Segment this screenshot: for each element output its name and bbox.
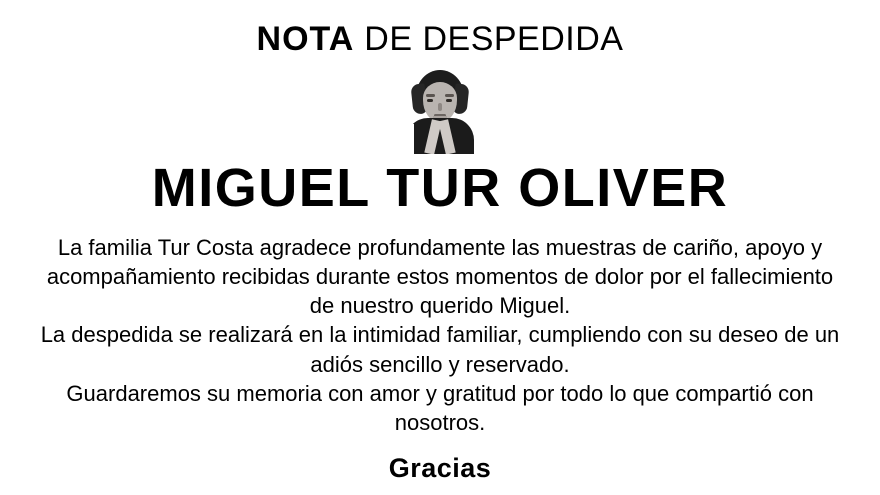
notice-paragraph: La despedida se realizará en la intimidad familiar, cumpliendo con su deseo de un adiós sencillo y reservado. bbox=[40, 322, 840, 377]
portrait-eye-left bbox=[427, 99, 433, 102]
notice-header bbox=[257, 22, 624, 56]
closing-text: Gracias bbox=[388, 453, 492, 484]
deceased-name: MIGUEL TUR OLIVER bbox=[151, 158, 729, 218]
portrait-crop-right bbox=[474, 124, 488, 154]
portrait-eyebrow-left bbox=[426, 94, 435, 97]
notice-body bbox=[40, 233, 840, 438]
notice-header-strong: NOTA bbox=[256, 20, 355, 58]
portrait-image bbox=[392, 68, 488, 154]
notice-paragraph: Guardaremos su memoria con amor y gratitud por todo lo que compartió con nosotros. bbox=[66, 380, 814, 436]
notice-header-light: DE DESPEDIDA bbox=[354, 20, 624, 58]
portrait-nose bbox=[438, 103, 442, 111]
notice-paragraph: La familia Tur Costa agradece profundamente las muestras de cariño, apoyo y acompañamiento recibidas durante estos momentos de dolor por el fallecimiento de nuestro querido Miguel. bbox=[46, 234, 834, 319]
portrait-photo bbox=[392, 68, 488, 154]
portrait-eye-right bbox=[446, 99, 452, 102]
portrait-eyebrow-right bbox=[445, 94, 454, 97]
portrait-crop-left bbox=[392, 124, 414, 154]
